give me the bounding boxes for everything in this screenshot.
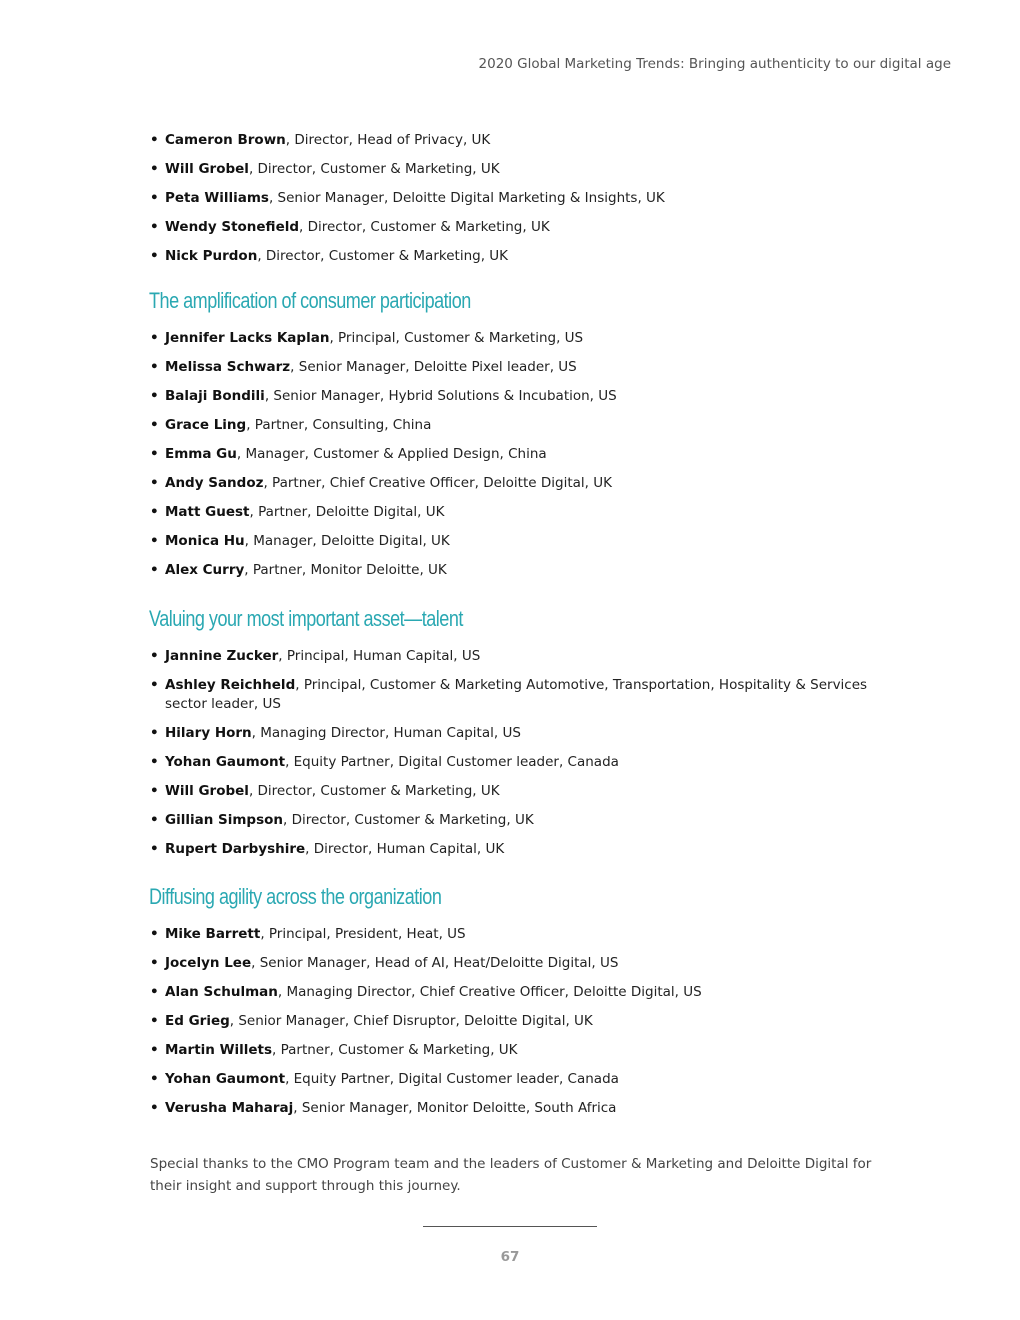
section-heading: Valuing your most important asset—talent — [149, 606, 463, 631]
contributor-name: Martin Willets — [165, 1042, 273, 1058]
contributor-name: Yohan Gaumont — [165, 754, 286, 770]
contributor-role: , Director, Customer & Marketing, UK — [299, 219, 550, 235]
contributor-role: , Principal, President, Heat, US — [260, 926, 466, 942]
list-item — [150, 189, 875, 208]
footer-divider — [423, 1226, 597, 1227]
contributor-role: , Senior Manager, Monitor Deloitte, South Africa — [293, 1100, 617, 1116]
list-item — [150, 954, 875, 973]
contributor-role: , Director, Customer & Marketing, UK — [283, 812, 534, 828]
contributor-name: Jannine Zucker — [165, 648, 279, 664]
page-number: 67 — [500, 1249, 520, 1265]
contributor-name: Jennifer Lacks Kaplan — [165, 330, 330, 346]
contributor-name: Andy Sandoz — [165, 475, 264, 491]
contributor-name: Wendy Stonefield — [165, 219, 300, 235]
list-item — [150, 387, 875, 406]
contributor-name: Emma Gu — [165, 446, 237, 462]
contributor-name: Matt Guest — [165, 504, 250, 520]
contributor-role: , Managing Director, Chief Creative Officer, Deloitte Digital, US — [277, 984, 702, 1000]
list-item — [150, 503, 875, 522]
contributor-list — [150, 131, 875, 276]
list-item — [150, 983, 875, 1002]
contributor-role: , Partner, Customer & Marketing, UK — [272, 1042, 518, 1058]
contributor-role: , Director, Customer & Marketing, UK — [248, 783, 500, 799]
contributor-list — [150, 647, 875, 869]
list-item — [150, 416, 875, 435]
contributor-name: Rupert Darbyshire — [165, 841, 306, 857]
contributor-list — [150, 925, 875, 1128]
contributor-role: , Principal, Customer & Marketing, US — [329, 330, 584, 346]
contributor-role: , Director, Head of Privacy, UK — [285, 132, 491, 148]
list-item — [150, 753, 875, 772]
list-item — [150, 532, 875, 551]
contributor-name: Grace Ling — [165, 417, 247, 433]
contributor-name: Jocelyn Lee — [165, 955, 252, 971]
list-item — [150, 840, 875, 859]
list-item — [150, 1099, 875, 1118]
contributor-name: Monica Hu — [165, 533, 245, 549]
section-heading: Diffusing agility across the organization — [149, 884, 442, 909]
contributor-name: Alex Curry — [165, 562, 245, 578]
contributor-role: , Partner, Deloitte Digital, UK — [249, 504, 445, 520]
contributor-role: , Partner, Chief Creative Officer, Deloitte Digital, UK — [263, 475, 612, 491]
contributor-name: Alan Schulman — [165, 984, 278, 1000]
contributor-name: Peta Williams — [165, 190, 269, 206]
contributor-role: , Principal, Human Capital, US — [278, 648, 481, 664]
contributor-name: Gillian Simpson — [165, 812, 284, 828]
contributor-name: Balaji Bondili — [165, 388, 265, 404]
contributor-role: , Director, Human Capital, UK — [305, 841, 505, 857]
contributor-role: , Principal, Customer & Marketing Automotive, Transportation, Hospitality & Services sector leader, US — [165, 677, 868, 712]
contributor-name: Verusha Maharaj — [165, 1100, 294, 1116]
contributor-role: , Equity Partner, Digital Customer leader, Canada — [285, 1071, 619, 1087]
list-item — [150, 925, 875, 944]
contributor-role: , Partner, Monitor Deloitte, UK — [244, 562, 447, 578]
contributor-role: , Equity Partner, Digital Customer leader, Canada — [285, 754, 619, 770]
list-item — [150, 647, 875, 666]
contributor-name: Yohan Gaumont — [165, 1071, 286, 1087]
list-item — [150, 676, 875, 714]
acknowledgement-text: Special thanks to the CMO Program team and the leaders of Customer & Marketing and Deloitte Digital for their insight and support through this journey. — [150, 1156, 872, 1194]
contributor-role: , Director, Customer & Marketing, UK — [257, 248, 509, 264]
list-item — [150, 218, 875, 237]
contributor-name: Will Grobel — [165, 161, 249, 177]
list-item — [150, 1070, 875, 1089]
contributor-role: , Manager, Customer & Applied Design, China — [236, 446, 547, 462]
list-item — [150, 160, 875, 179]
contributor-name: Hilary Horn — [165, 725, 252, 741]
list-item — [150, 561, 875, 580]
list-item — [150, 1041, 875, 1060]
contributor-role: , Senior Manager, Deloitte Digital Marketing & Insights, UK — [268, 190, 665, 206]
contributor-role: , Senior Manager, Hybrid Solutions & Incubation, US — [264, 388, 617, 404]
list-item — [150, 358, 875, 377]
contributor-role: , Senior Manager, Head of AI, Heat/Deloitte Digital, US — [251, 955, 619, 971]
list-item — [150, 329, 875, 348]
list-item — [150, 474, 875, 493]
contributor-name: Cameron Brown — [165, 132, 286, 148]
contributor-role: , Manager, Deloitte Digital, UK — [244, 533, 450, 549]
contributor-role: , Senior Manager, Chief Disruptor, Deloitte Digital, UK — [229, 1013, 593, 1029]
contributor-role: , Managing Director, Human Capital, US — [251, 725, 521, 741]
list-item — [150, 811, 875, 830]
contributor-role: , Partner, Consulting, China — [246, 417, 432, 433]
contributor-name: Melissa Schwarz — [165, 359, 291, 375]
contributor-name: Ashley Reichheld — [165, 677, 296, 693]
list-item — [150, 131, 875, 150]
list-item — [150, 247, 875, 266]
section-heading: The amplification of consumer participation — [149, 288, 471, 313]
list-item — [150, 445, 875, 464]
contributor-name: Nick Purdon — [165, 248, 258, 264]
list-item — [150, 724, 875, 743]
contributor-name: Ed Grieg — [165, 1013, 230, 1029]
contributor-name: Mike Barrett — [165, 926, 261, 942]
contributor-list — [150, 329, 875, 590]
list-item — [150, 782, 875, 801]
contributor-role: , Senior Manager, Deloitte Pixel leader, US — [290, 359, 577, 375]
list-item — [150, 1012, 875, 1031]
contributor-name: Will Grobel — [165, 783, 249, 799]
contributor-role: , Director, Customer & Marketing, UK — [248, 161, 500, 177]
running-header: 2020 Global Marketing Trends: Bringing authenticity to our digital age — [478, 56, 951, 72]
